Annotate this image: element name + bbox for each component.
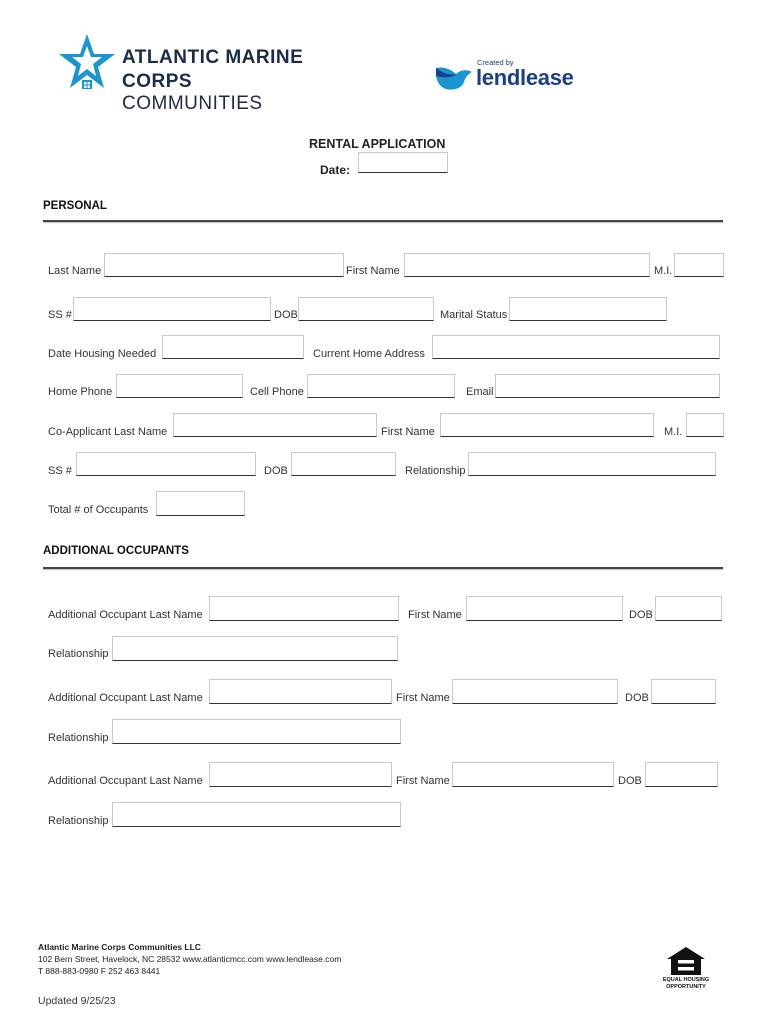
co-applicant-dob-label: DOB (264, 465, 288, 477)
ss-label: SS # (48, 309, 72, 321)
home-phone-label: Home Phone (48, 386, 113, 398)
occupant-1-relationship-label: Relationship (48, 648, 109, 660)
co-applicant-ss-field[interactable] (76, 452, 256, 476)
footer-address: 102 Bern Street, Havelock, NC 28532 www.atlanticmcc.com www.lendlease.com (38, 954, 342, 964)
equal-housing-icon (666, 946, 706, 976)
total-occupants-label: Total # of Occupants (48, 504, 149, 516)
eho-line1: EQUAL HOUSING (662, 977, 710, 983)
brand-line2-bold: CORPS (122, 71, 193, 92)
occupant-3-relationship-field[interactable] (112, 802, 401, 827)
co-applicant-first-name-label: First Name (381, 426, 435, 438)
first-name-label: First Name (346, 265, 400, 277)
brand-line1: ATLANTIC MARINE (122, 47, 304, 68)
cell-phone-field[interactable] (307, 374, 455, 398)
occupant-2-first-name-field[interactable] (452, 679, 618, 704)
current-home-address-field[interactable] (432, 335, 720, 359)
amcc-logo (58, 32, 308, 114)
occupant-1-dob-field[interactable] (655, 596, 722, 621)
occupant-1-first-name-label: First Name (408, 609, 462, 621)
date-housing-needed-label: Date Housing Needed (48, 348, 157, 360)
first-name-field[interactable] (404, 253, 650, 277)
ss-field[interactable] (73, 297, 271, 321)
section-personal-title: PERSONAL (43, 200, 107, 212)
eho-line2: OPPORTUNITY (666, 984, 706, 990)
partner-name: lendlease (476, 65, 574, 90)
occupant-2-dob-label: DOB (625, 692, 649, 704)
equal-housing-logo (660, 946, 712, 992)
occupant-1-first-name-field[interactable] (466, 596, 623, 621)
occupant-1-relationship-field[interactable] (112, 636, 398, 661)
occupant-3-last-name-field[interactable] (209, 762, 392, 787)
dob-field[interactable] (298, 297, 434, 321)
co-applicant-dob-field[interactable] (291, 452, 396, 476)
co-applicant-last-name-label: Co-Applicant Last Name (48, 426, 168, 438)
last-name-label: Last Name (48, 265, 102, 277)
partner-small-text: Created by (477, 58, 514, 67)
occupant-3-first-name-field[interactable] (452, 762, 614, 787)
occupant-3-first-name-label: First Name (396, 775, 450, 787)
footer-company: Atlantic Marine Corps Communities LLC (38, 942, 201, 952)
form-title: RENTAL APPLICATION (309, 137, 446, 151)
date-field[interactable] (358, 152, 448, 173)
co-applicant-relationship-label: Relationship (405, 465, 466, 477)
marital-status-field[interactable] (509, 297, 667, 321)
total-occupants-field[interactable] (156, 491, 245, 516)
marital-status-label: Marital Status (440, 309, 508, 321)
occupant-1-last-name-field[interactable] (209, 596, 399, 621)
co-applicant-mi-label: M.I. (664, 426, 683, 438)
co-applicant-ss-label: SS # (48, 465, 72, 477)
current-home-address-label: Current Home Address (313, 348, 425, 360)
home-phone-field[interactable] (116, 374, 243, 398)
footer-updated: Updated 9/25/23 (38, 995, 116, 1007)
occupant-2-first-name-label: First Name (396, 692, 450, 704)
section-additional-title: ADDITIONAL OCCUPANTS (43, 545, 189, 557)
occupant-2-relationship-field[interactable] (112, 719, 401, 744)
brand-line2 (122, 71, 308, 115)
section-divider (43, 567, 723, 569)
star-house-icon (58, 32, 116, 94)
bird-icon (434, 64, 474, 92)
last-name-field[interactable] (104, 253, 344, 277)
mi-field[interactable] (674, 253, 724, 277)
lendlease-logo (434, 56, 584, 96)
co-applicant-last-name-field[interactable] (173, 413, 377, 437)
email-field[interactable] (495, 374, 720, 398)
occupant-2-last-name-label: Additional Occupant Last Name (48, 692, 203, 704)
occupant-2-last-name-field[interactable] (209, 679, 392, 704)
occupant-1-last-name-label: Additional Occupant Last Name (48, 609, 203, 621)
email-label: Email (466, 386, 494, 398)
occupant-3-last-name-label: Additional Occupant Last Name (48, 775, 203, 787)
co-applicant-first-name-field[interactable] (440, 413, 654, 437)
brand-line2-light: COMMUNITIES (122, 93, 263, 114)
occupant-3-dob-label: DOB (618, 775, 642, 787)
occupant-3-relationship-label: Relationship (48, 815, 109, 827)
occupant-2-dob-field[interactable] (651, 679, 716, 704)
co-applicant-mi-field[interactable] (686, 413, 724, 437)
cell-phone-label: Cell Phone (250, 386, 304, 398)
occupant-2-relationship-label: Relationship (48, 732, 109, 744)
mi-label: M.I. (654, 265, 673, 277)
occupant-1-dob-label: DOB (629, 609, 653, 621)
section-divider (43, 220, 723, 222)
co-applicant-relationship-field[interactable] (468, 452, 716, 476)
footer-phones: T 888-883-0980 F 252 463 8441 (38, 966, 161, 976)
dob-label: DOB (274, 309, 298, 321)
date-housing-needed-field[interactable] (162, 335, 304, 359)
occupant-3-dob-field[interactable] (645, 762, 718, 787)
date-label: Date: (320, 163, 351, 177)
